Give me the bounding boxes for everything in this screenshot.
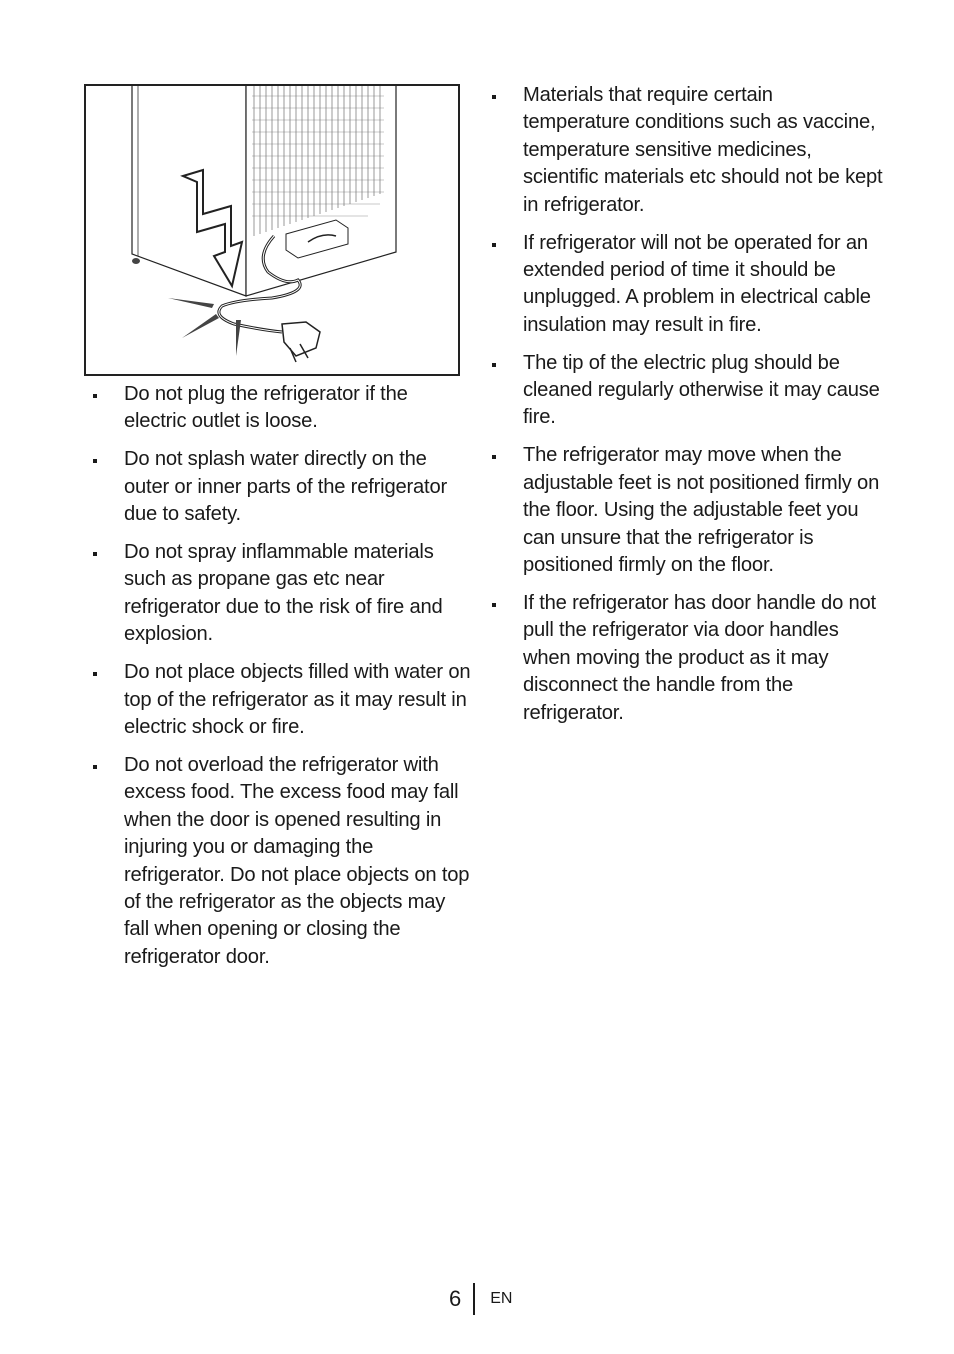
bullet-icon (93, 672, 97, 676)
bullet-icon (93, 459, 97, 463)
list-item-text: If refrigerator will not be operated for an extended period of time it should be unplugged. A problem in electrical cable insulation may result in fire. (523, 231, 871, 336)
list-item-text: The refrigerator may move when the adjustable feet is not positioned firmly on the floor. Using the adjustable feet you can unsure that the refrigerator is positioned firmly on the floor. (523, 444, 880, 576)
list-item-text: Do not spray inflammable materials such as propane gas etc near refrigerator due to the risk of fire and explosion. (124, 541, 443, 646)
list-item (483, 82, 883, 219)
list-item-text: If the refrigerator has door handle do not pull the refrigerator via door handles when moving the product as it may disconnect the handle from the refrigerator. (523, 591, 876, 724)
list-item-text: Materials that require certain temperature conditions such as vaccine, temperature sensitive medicines, scientific materials etc should not be kept in refrigerator. (523, 84, 883, 216)
bullet-icon (492, 603, 496, 607)
list-item (84, 446, 474, 528)
list-item (84, 539, 474, 649)
footer-divider (473, 1283, 475, 1315)
list-item (84, 752, 474, 971)
bullet-icon (492, 95, 496, 99)
list-item-text: Do not place objects filled with water on top of the refrigerator as it may result in electric shock or fire. (124, 661, 471, 738)
list-item (84, 659, 474, 741)
bullet-icon (93, 765, 97, 769)
list-item (483, 230, 883, 340)
refrigerator-plug-icon (86, 86, 458, 374)
list-item (483, 350, 883, 432)
list-item (483, 442, 883, 579)
list-item-text: The tip of the electric plug should be cleaned regularly otherwise it may cause fire. (523, 351, 880, 429)
unplug-illustration (84, 84, 460, 376)
list-item-text: Do not splash water directly on the outer or inner parts of the refrigerator due to safety. (124, 448, 448, 526)
list-item (483, 590, 883, 727)
bullet-icon (93, 552, 97, 556)
right-bullet-list (483, 82, 883, 737)
list-item-text: Do not overload the refrigerator with excess food. The excess food may fall when the door is opened resulting in injuring you or damaging the refrigerator. Do not place objects on top of the refrigerator as the objects may fall when opening or closing the refrigerator door. (124, 753, 470, 968)
list-item-text: Do not plug the refrigerator if the electric outlet is loose. (124, 383, 408, 433)
bullet-icon (492, 243, 496, 247)
bullet-icon (93, 394, 97, 398)
bullet-icon (492, 455, 496, 459)
left-bullet-list (84, 381, 474, 982)
page-number: 6 (449, 1286, 462, 1311)
language-label: EN (490, 1290, 513, 1307)
bullet-icon (492, 363, 496, 367)
page-footer (449, 1283, 512, 1315)
list-item (84, 381, 474, 436)
